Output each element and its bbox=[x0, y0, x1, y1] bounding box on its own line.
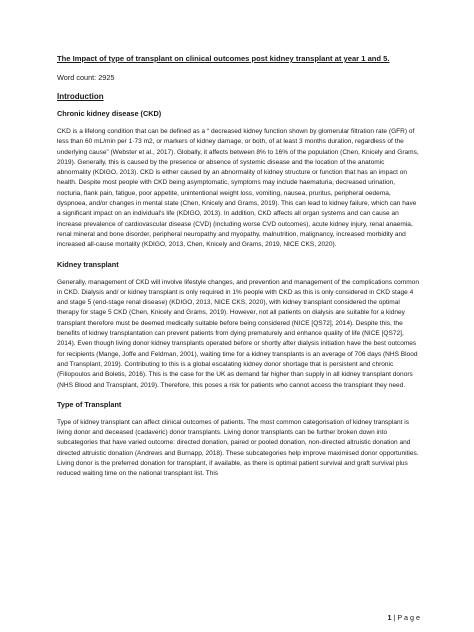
word-count: Word count: 2925 bbox=[57, 73, 115, 82]
section-paragraph-kidney-transplant: Generally, management of CKD will involve lifestyle changes, and prevention and management of the complications common in CKD. Dialysis and/ or kidney transplant is only required in 1% people with CKD as this is only considered in CKD stage 4 and stage 5 (end-stage renal disease) (KDIGO, 2013, NICE CKS, 2020), with kidney transplant considered the optimal therapy for stage 5 CKD (Chen, Knicely and Grams, 2019). However, not all patients on dialysis are suitable for a kidney transplant therefore must be deemed medically suitable before being considered (NICE [QS72], 2014). Despite this, the benefits of kidney transplantation can prevent patients from dying prematurely and enhance quality of life (NICE [QS72], 2014). Even though living donor kidney transplants operated before or shortly after dialysis initiation have the best outcomes for recipients (Mange, Joffe and Feldman, 2001), waiting time for a kidney transplants is an average of 706 days (NHS Blood and Transplant, 2019). Contributing to this is a global escalating kidney donor shortage that is persistent and chronic (Filiopoulos and Boletis, 2016). This is the case for the UK as demand far higher than supply in all kidney transplant donors (NHS Blood and Transplant, 2019). Therefore, this poses a risk for patients who cannot access the transplant they need. bbox=[57, 278, 419, 389]
section-heading-type-of-transplant: Type of Transplant bbox=[57, 399, 122, 409]
section-heading-ckd: Chronic kidney disease (CKD) bbox=[57, 109, 162, 118]
section-paragraph-type-of-transplant: Type of kidney transplant can affect clinical outcomes of patients. The most common categorisation of kidney transplant is living donor and deceased (cadaveric) donor transplants. Living donor transplants can be further broken down into subcategories that have varied outcome: directed donation, paired or pooled donation, non-directed altruistic donation and directed altruistic donation (Andrews and Burnapp, 2018). These subcategories help improve maximised donor opportunities. Living donor is the preferred donation for transplant, if available, as there is optimal patient survival and graft survival plus reduced waiting time on the national transplant list. This bbox=[57, 418, 419, 478]
page-footer bbox=[387, 613, 420, 622]
page-number: 1 bbox=[387, 613, 392, 622]
document-title: The Impact of type of transplant on clinical outcomes post kidney transplant at year 1 and 5. bbox=[57, 54, 390, 63]
document-body bbox=[57, 53, 419, 489]
section-heading-kidney-transplant: Kidney transplant bbox=[57, 259, 119, 269]
introduction-heading: Introduction bbox=[57, 92, 104, 101]
section-paragraph-ckd: CKD is a lifelong condition that can be defined as a “ decreased kidney function shown by glomerular filtration rate (GFR) of less than 60 mL/min per 1·73 m2, or markers of kidney damage, or both, of at least 3 months duration, regardless of the underlying cause” (Webster et al., 2017). Globally, it affects between 8% to 16% of the population (Chen, Knicely and Grams, 2019). Generally, this is caused by the presence or absence of systemic disease and the location of the anatomic abnormality (KDIGO, 2013). CKD is either caused by an abnormality of kidney structure or function that has an impact on health. Despite most people with CKD being asymptomatic, symptoms may include haematuria, decreased urination, nocturia, flank pain, fatigue, poor appetite, unintentional weight loss, vomiting, nausea, pruritus, peripheral oedema, dyspnoea, and/or changes in mental state (Chen, Knicely and Grams, 2019). This can lead to kidney failure, which can have a significant impact on an individual's life (KDIGO, 2013). In addition, CKD affects all organ systems and can cause an increase prevalence of cardiovascular disease (CVD) (including worse CVD outcomes), acute kidney injury, renal anaemia, renal mineral and bone disorder, peripheral neuropathy and myopathy, malnutrition, malignancy, increased morbidity and increased all-cause mortality (KDIGO, 2013, Chen, Knicely and Grams, 2019, NICE CKS, 2020). bbox=[57, 128, 419, 249]
page-label: P a g e bbox=[397, 613, 420, 622]
page-separator: | bbox=[391, 613, 398, 622]
